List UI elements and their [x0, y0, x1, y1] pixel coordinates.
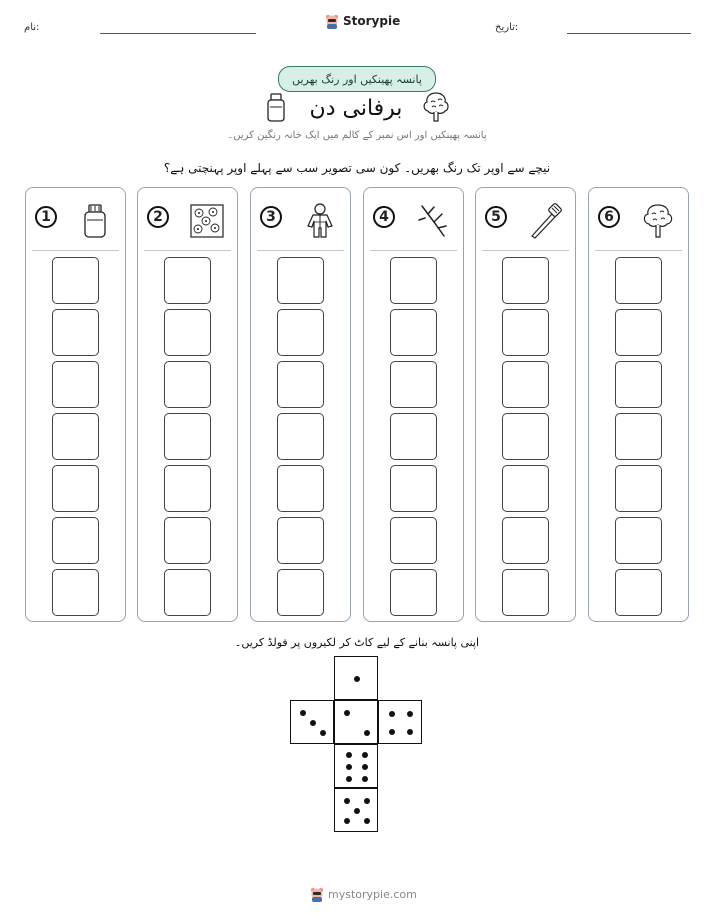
- color-box[interactable]: [390, 413, 437, 460]
- dice-pip: [346, 752, 352, 758]
- dice-pip: [364, 818, 370, 824]
- question-text: نیچے سے اوپر تک رنگ بھریں۔ کون سی تصویر سب سے پہلے اوپر پہنچتی ہے؟: [163, 161, 551, 175]
- dice-pip: [344, 798, 350, 804]
- column-number: 2: [147, 206, 169, 228]
- color-box[interactable]: [502, 517, 549, 564]
- color-box[interactable]: [502, 361, 549, 408]
- color-box[interactable]: [164, 257, 211, 304]
- dice-pip: [362, 776, 368, 782]
- dice-face-2: [334, 700, 378, 744]
- twig-icon: [414, 202, 452, 240]
- dice-pip: [389, 729, 395, 735]
- color-box[interactable]: [615, 361, 662, 408]
- dice-pip: [354, 676, 360, 682]
- dice-pip: [407, 729, 413, 735]
- color-box[interactable]: [502, 413, 549, 460]
- color-box[interactable]: [164, 465, 211, 512]
- color-box[interactable]: [277, 309, 324, 356]
- color-box[interactable]: [164, 413, 211, 460]
- dice-pip: [344, 818, 350, 824]
- dice-pip: [389, 711, 395, 717]
- dice-face-4: [378, 700, 422, 744]
- column-number: 4: [373, 206, 395, 228]
- instruction-pill: پانسہ پھینکیں اور رنگ بھریں: [278, 66, 436, 92]
- dice-pip: [364, 798, 370, 804]
- snowsuit-icon: [301, 202, 339, 240]
- toothbrush-icon: [526, 202, 564, 240]
- color-box[interactable]: [390, 569, 437, 616]
- color-box[interactable]: [52, 465, 99, 512]
- dice-pip: [320, 730, 326, 736]
- column-number: 1: [35, 206, 57, 228]
- dice-pip: [346, 764, 352, 770]
- dice-pip: [362, 752, 368, 758]
- footer-url[interactable]: mystorypie.com: [328, 887, 417, 901]
- fold-instruction: اپنی پانسہ بنانے کے لیے کاٹ کر لکیروں پر فولڈ کریں۔: [234, 636, 480, 649]
- color-box[interactable]: [390, 361, 437, 408]
- color-box[interactable]: [164, 569, 211, 616]
- column-number: 5: [485, 206, 507, 228]
- color-box[interactable]: [502, 257, 549, 304]
- dice-face-1: [334, 656, 378, 700]
- dice-pip: [364, 730, 370, 736]
- color-box[interactable]: [502, 465, 549, 512]
- color-box[interactable]: [52, 257, 99, 304]
- tree-icon: [639, 202, 677, 240]
- color-box[interactable]: [277, 257, 324, 304]
- dice-pip: [310, 720, 316, 726]
- column-number: 3: [260, 206, 282, 228]
- color-box[interactable]: [390, 517, 437, 564]
- title-bottle-icon: [266, 93, 286, 127]
- color-box[interactable]: [502, 309, 549, 356]
- dice-face-6: [334, 744, 378, 788]
- column-divider: [370, 250, 457, 251]
- title-tree-icon: [421, 91, 451, 127]
- page-subtitle: پانسہ پھینکیں اور اس نمبر کے کالم میں ایک خانہ رنگین کریں۔: [227, 130, 487, 141]
- name-line: [100, 33, 256, 34]
- color-box[interactable]: [52, 309, 99, 356]
- column-3: [250, 187, 351, 622]
- color-box[interactable]: [52, 413, 99, 460]
- dice-pip: [346, 776, 352, 782]
- color-box[interactable]: [277, 413, 324, 460]
- dice-pip: [407, 711, 413, 717]
- column-divider: [482, 250, 569, 251]
- color-box[interactable]: [52, 569, 99, 616]
- footer-bear-icon: [310, 886, 324, 902]
- color-box[interactable]: [277, 569, 324, 616]
- date-line: [567, 33, 691, 34]
- bear-logo-icon: [325, 13, 339, 29]
- column-divider: [257, 250, 344, 251]
- color-box[interactable]: [277, 361, 324, 408]
- dice-pip: [362, 764, 368, 770]
- color-box[interactable]: [390, 465, 437, 512]
- dice-pip: [300, 710, 306, 716]
- dice-face-3: [290, 700, 334, 744]
- column-divider: [144, 250, 231, 251]
- footer: [310, 886, 417, 902]
- color-box[interactable]: [615, 465, 662, 512]
- snowflakes-square-icon: [188, 202, 226, 240]
- column-number: 6: [598, 206, 620, 228]
- page-title: برفانی دن: [309, 96, 403, 121]
- color-box[interactable]: [615, 257, 662, 304]
- brand-logo: [325, 13, 400, 29]
- color-box[interactable]: [277, 517, 324, 564]
- color-box[interactable]: [52, 361, 99, 408]
- color-box[interactable]: [52, 517, 99, 564]
- color-box[interactable]: [615, 309, 662, 356]
- color-box[interactable]: [615, 517, 662, 564]
- color-box[interactable]: [615, 569, 662, 616]
- brand-name: Storypie: [343, 14, 401, 28]
- column-1: [25, 187, 126, 622]
- color-box[interactable]: [164, 309, 211, 356]
- color-box[interactable]: [164, 517, 211, 564]
- column-6: [588, 187, 689, 622]
- dice-face-5: [334, 788, 378, 832]
- date-label: تاریخ:: [495, 22, 519, 33]
- color-box[interactable]: [277, 465, 324, 512]
- color-box[interactable]: [390, 309, 437, 356]
- color-box[interactable]: [390, 257, 437, 304]
- color-box[interactable]: [615, 413, 662, 460]
- column-divider: [595, 250, 682, 251]
- column-divider: [32, 250, 119, 251]
- dice-pip: [344, 710, 350, 716]
- bottle-icon: [76, 202, 114, 240]
- dice-pip: [354, 808, 360, 814]
- column-2: [137, 187, 238, 622]
- name-label: نام:: [24, 22, 40, 33]
- color-box[interactable]: [164, 361, 211, 408]
- color-box[interactable]: [502, 569, 549, 616]
- column-5: [475, 187, 576, 622]
- column-4: [363, 187, 464, 622]
